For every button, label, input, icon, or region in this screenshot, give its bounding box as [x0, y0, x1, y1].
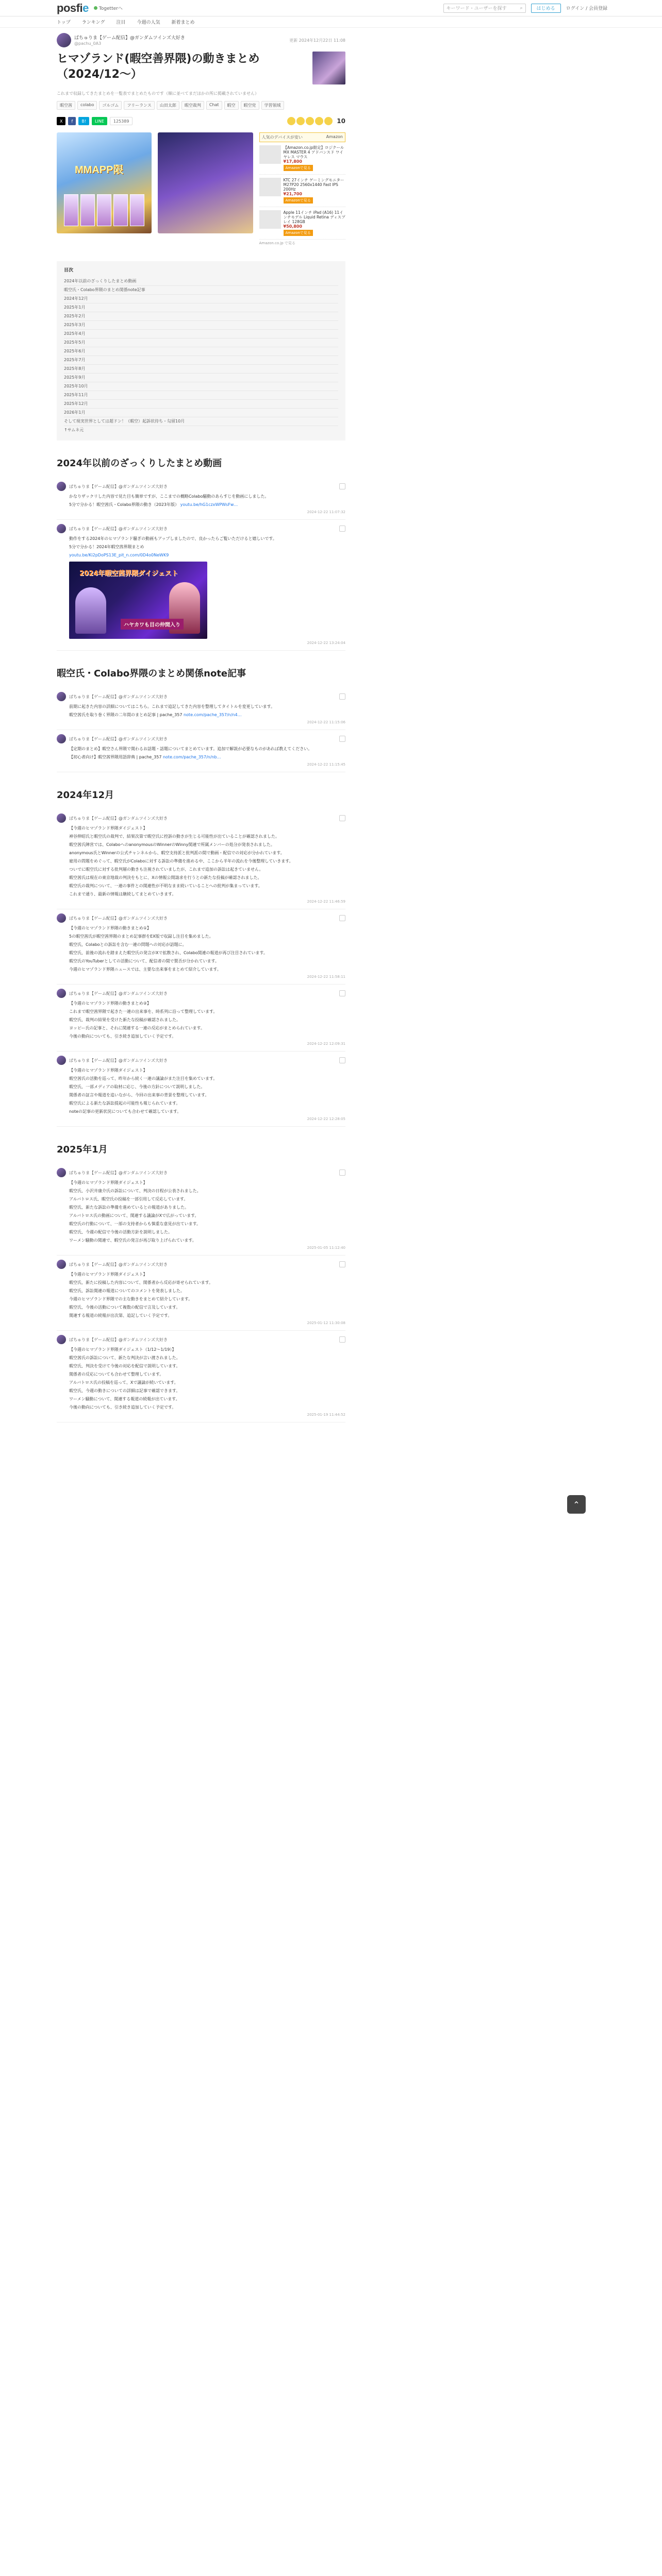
author-avatar[interactable] [57, 33, 71, 47]
post [57, 909, 345, 985]
ad-buy-button[interactable]: Amazonで見る [284, 197, 313, 204]
post-avatar[interactable] [57, 1168, 66, 1177]
tag[interactable]: ゴルゴム [99, 101, 122, 110]
nav-ranking[interactable]: ランキング [81, 20, 105, 25]
section-heading: 2024年12月 [57, 790, 114, 801]
ad-price: ¥21,700 [283, 192, 302, 196]
product-image [259, 178, 281, 196]
post-author[interactable]: ぱちゅりま【ゲーム配信】@ガンダムツインズ大好き [69, 526, 168, 531]
post-link[interactable]: youtu.be/Ki2pDoPS13E_pit_n.com/0D4o0NeWK9 [69, 553, 169, 557]
toc-item[interactable]: 2025年5月 [64, 338, 338, 347]
scroll-to-top-button[interactable] [567, 1495, 586, 1514]
togetter-icon [94, 6, 97, 10]
ad-footer[interactable]: Amazon.co.jp で見る [259, 241, 295, 245]
site-header [0, 0, 662, 16]
reaction-icon [306, 117, 314, 125]
post-heading: 【今週のヒマゾランド界隈ダイジェスト（1/12〜1/19）】 [69, 1347, 176, 1352]
post [57, 1164, 345, 1256]
post-text: 関係者の証言や報道を追いながら、今回の出来事の背景を整理しています。 [69, 1093, 209, 1097]
post-text: 暇空氏、小沢井康介氏の訴訟について、判決の日程が公表されました。 [69, 1189, 201, 1193]
bookmark-icon[interactable] [339, 990, 345, 996]
toc-item[interactable]: 2025年3月 [64, 321, 338, 330]
post [57, 520, 345, 651]
post-text: ワーメン騒動の関連で、暇空氏の発言が再び取り上げられています。 [69, 1238, 196, 1243]
post-text: 今後の動向についても、引き続き追加していく予定です。 [69, 1034, 176, 1039]
post-author[interactable]: ぱちゅりま【ゲーム配信】@ガンダムツインズ大好き [69, 736, 168, 741]
share-line-button[interactable]: LINE [92, 117, 107, 125]
post-heading: 【今週のヒマゾランド界隈ダイジェスト】 [69, 1272, 147, 1277]
bookmark-icon[interactable] [339, 1170, 345, 1176]
post-image[interactable] [69, 562, 207, 639]
togetter-link[interactable]: Togetterへ [94, 5, 123, 11]
bookmark-icon[interactable] [339, 693, 345, 700]
tag[interactable]: フリーランス [124, 101, 154, 110]
promo-banner[interactable] [57, 132, 152, 233]
post-avatar[interactable] [57, 692, 66, 701]
toc-item[interactable]: 2024年12月 [64, 295, 338, 303]
site-logo[interactable]: posfie [57, 1, 89, 14]
post-link[interactable]: note.com/pache_357/n/n4… [183, 713, 242, 717]
toc-item[interactable]: 2025年4月 [64, 330, 338, 338]
ad-buy-button[interactable]: Amazonで見る [284, 230, 313, 236]
post-text: 暇空氏のYouTuberとしての活動について、配信者の間で賛否が分かれています。 [69, 959, 219, 963]
product-image [259, 145, 281, 164]
share-bar [57, 117, 345, 125]
nav-new[interactable]: 新着まとめ [171, 20, 195, 25]
toc-item[interactable]: 暇空氏・Colabo界隈のまとめ関係note記事 [64, 286, 338, 295]
post-avatar[interactable] [57, 482, 66, 491]
post-text: 今週のヒマゾランド界隈での主な動きをまとめて紹介しています。 [69, 1297, 193, 1301]
post-text: 暇空氏、今後の活動について複数の配信で言及しています。 [69, 1305, 180, 1310]
post-date[interactable]: 2025-01-05 11:12:40 [307, 1246, 345, 1250]
post-text: 暇空茜氏の訴訟について、新たな判決が言い渡されました。 [69, 1355, 180, 1360]
post-heading: 【今週のヒマゾランド界隈の動きまとめ②】 [69, 1001, 151, 1006]
toc-item[interactable]: 2025年6月 [64, 347, 338, 356]
post-author[interactable]: ぱちゅりま【ゲーム配信】@ガンダムツインズ大好き [69, 1262, 168, 1267]
post-text: 暇空氏、訴訟関連の報道についてのコメントを発表しました。 [69, 1289, 185, 1293]
share-x-button[interactable]: X [57, 117, 65, 125]
article-title: ヒマゾランド(暇空善界隈)の動きまとめ（2024/12〜） [57, 53, 260, 81]
table-of-contents [57, 261, 345, 440]
post [57, 688, 345, 730]
toc-title: 目次 [64, 268, 74, 273]
search-icon: ⌕ [520, 5, 523, 11]
reaction-count: 10 [337, 117, 345, 125]
post-text: 【定期のまとめ】暇空さん界隈で関わるお話題・話題についてまとめています。追加で解説が必要なものがあれば教えてください。 [69, 747, 312, 751]
nav-top[interactable]: トップ [57, 20, 71, 25]
toc-item[interactable]: 2026年1月 [64, 409, 338, 417]
post-link[interactable]: youtu.be/hG1czxWPWsFw… [180, 502, 238, 507]
bookmark-icon[interactable] [339, 915, 345, 921]
login-register-link[interactable]: ログイン / 会員登録 [566, 6, 607, 11]
reaction-icon [296, 117, 305, 125]
post-text: 神谷伸昭氏と暇空氏の裁判で、結果次第で暇空氏に控訴の動きが生じる可能性が出ていることが確認されました。 [69, 834, 279, 839]
toc-item[interactable]: ↑サムネ元 [64, 428, 84, 432]
banner-cards [64, 194, 144, 226]
post-avatar[interactable] [57, 913, 66, 923]
post [57, 730, 345, 772]
post-text: anonymous氏とWinnerの公式チャンネルから、暇空支持派と批判派の間で動画・配信での対応が分かれています。 [69, 851, 285, 855]
post-text: 暇空氏、新たに投稿した内容について、関係者から反応が寄せられています。 [69, 1280, 213, 1285]
post-text: 暇空氏の行動について、一部の支持者からも慎重な意見が出ています。 [69, 1222, 201, 1226]
post-text: 暇空氏による新たな訴訟提起の可能性も報じられています。 [69, 1101, 180, 1106]
bookmark-icon[interactable] [339, 1261, 345, 1267]
ad-box [259, 132, 346, 246]
post-text: 関係者の反応についても合わせて整理しています。 [69, 1372, 164, 1377]
nav-weekly[interactable]: 今週の人気 [137, 20, 160, 25]
nav-trending[interactable]: 注目 [116, 20, 126, 25]
post-text: 今週のヒマゾランド界隈ニュースでは、主要な出来事をまとめて紹介しています。 [69, 967, 221, 972]
post-text: これまで暇空茜界隈で起きた一連の出来事を、時系列に沿って整理しています。 [69, 1009, 218, 1014]
post-text: 暇空氏、判決を受けて今後の対応を配信で説明しています。 [69, 1364, 180, 1368]
ad-title: 【Amazon.co.jp限定】ロジクール MX MASTER 4 アドバンスド ワイヤレス マウス [283, 145, 344, 159]
post-text: ヨッピー氏の記事と、それに関連する一連の反応がまとめられています。 [69, 1026, 205, 1030]
post-author[interactable]: ぱちゅりま【ゲーム配信】@ガンダムツインズ大好き [69, 916, 168, 921]
bookmark-icon[interactable] [339, 1057, 345, 1063]
post-author[interactable]: ぱちゅりま【ゲーム配信】@ガンダムツインズ大好き [69, 1337, 168, 1342]
section-heading: 2025年1月 [57, 1144, 108, 1155]
chevron-up-icon: ⌃ [573, 1499, 580, 1510]
post-text: 暇空茜氏を取り巻く界隈の二年間のまとめ記事 | pache_357 [69, 713, 183, 717]
share-facebook-button[interactable]: f [68, 117, 76, 125]
post-date[interactable]: 2024-12-22 11:46:59 [307, 900, 345, 904]
ad-item[interactable] [259, 178, 346, 207]
author-name[interactable]: ぱちゅりま【ゲーム配信】@ガンダムツインズ大好き [74, 35, 185, 41]
tag[interactable]: 暇空裁判 [181, 101, 204, 110]
post-date[interactable]: 2025-01-12 11:30:08 [307, 1321, 345, 1325]
ad-heading: 人気のデバイスが安い [261, 135, 303, 140]
reaction-icon [315, 117, 323, 125]
post [57, 809, 345, 909]
post-avatar[interactable] [57, 1056, 66, 1065]
thumbnail-image [312, 52, 345, 84]
tag[interactable]: 学習領域 [261, 101, 284, 110]
image-subtitle: ハヤカワも目の仲間入り [121, 619, 184, 630]
ad-title: Apple 11インチ iPad (A16) 11インチモデル Liquid Retina ディスプレイ 128GB [283, 210, 345, 224]
post-text: ワーメン騒動について、関連する報道の続報が出ています。 [69, 1397, 180, 1401]
post [57, 985, 345, 1052]
post [57, 1331, 345, 1422]
post-avatar[interactable] [57, 1260, 66, 1269]
post-text: 暇空茜氏は現在の東京地裁の判決をもとに、Xの情報公開請求を行うとの新たな投稿が確認されました。 [69, 875, 262, 880]
post-text: 関連する報道の続報が出次第、追記していく予定です。 [69, 1313, 172, 1318]
section-heading: 暇空氏・Colabo界隈のまとめ関係note記事 [57, 668, 246, 679]
bookmark-icon[interactable] [339, 526, 345, 532]
banner-title: MMAPP限 [75, 164, 124, 176]
post-text: 5分で分かる！暇空茜氏・Colabo界隈の動き（2023年版） [69, 502, 179, 507]
post-text: アルバトロス氏、暇空氏の投稿を一部引用して反応しています。 [69, 1197, 188, 1201]
post-text: 暇空氏、今週の動きについての詳細は記事で確認できます。 [69, 1388, 180, 1393]
post-date[interactable]: 2024-12-22 11:15:45 [307, 762, 345, 767]
toc-item[interactable]: 2025年1月 [64, 303, 338, 312]
post-author[interactable]: ぱちゅりま【ゲーム配信】@ガンダムツインズ大好き [69, 1058, 168, 1063]
post-author[interactable]: ぱちゅりま【ゲーム配信】@ガンダムツインズ大好き [69, 694, 168, 699]
post-date[interactable]: 2024-12-22 12:09:31 [307, 1042, 345, 1046]
post-heading: 【今週のヒマゾランド界隈ダイジェスト】 [69, 826, 147, 831]
post-date[interactable]: 2024-12-22 11:07:32 [307, 510, 345, 514]
post-text: アルバトロス氏の動画について、関連する議論がXで広がっています。 [69, 1213, 199, 1218]
post [57, 1052, 345, 1127]
author-handle: @pachu_0A3 [74, 41, 102, 46]
bookmark-icon[interactable] [339, 1336, 345, 1343]
product-image [259, 210, 281, 229]
post-avatar[interactable] [57, 734, 66, 743]
post-text: 今後の動向についても、引き続き追加していく予定です。 [69, 1405, 176, 1410]
post-date[interactable]: 2024-12-22 12:28:05 [307, 1117, 345, 1121]
toc-item[interactable]: 2025年2月 [64, 312, 338, 321]
toc-item[interactable]: そして現実世界としては超ドン！（暇空）起訴状待ち・勾留10月 [64, 417, 338, 426]
post-text: 暇空氏、一部メディアの取材に応じ、今後の方針について説明しました。 [69, 1084, 205, 1089]
promo-banner-2[interactable] [158, 132, 253, 233]
reactions[interactable] [287, 117, 345, 125]
start-button[interactable]: はじめる [531, 4, 561, 13]
tag[interactable]: 暇空党 [241, 101, 259, 110]
post-text: アルバトロス氏の投稿を巡って、Xで議論が続いています。 [69, 1380, 178, 1385]
tag[interactable]: colabo [77, 101, 97, 110]
tag[interactable]: 暇空 [224, 101, 239, 110]
post-heading: 【今週のヒマゾランド界隈ダイジェスト】 [69, 1180, 147, 1185]
post-text: 動作をする2024年のヒマゾランド騒ぎの動画もアップしましたので、良かったらご覧いただけると嬉しいです。 [69, 536, 277, 541]
tag[interactable]: Chat [206, 101, 222, 110]
post-heading: 【今週のヒマゾランド界隈の動きまとめ①】 [69, 926, 151, 930]
ad-title: KTC 27インチ ゲーミングモニター M27P20 2560x1440 Fast IPS 200Hz [283, 178, 344, 192]
post-text: 暇空氏、前後の流れを踏まえた暇空氏の発言がXで拡散され、Colabo関連の報道が再び注目されています。 [69, 951, 268, 955]
tag[interactable]: 山田太郎 [157, 101, 179, 110]
article [57, 28, 345, 1422]
ad-price: ¥50,800 [283, 224, 302, 229]
ad-buy-button[interactable]: Amazonで見る [284, 165, 313, 171]
post-text: 暇空氏、新たな訴訟の準備を進めているとの報道がありました。 [69, 1205, 189, 1210]
reaction-icon [324, 117, 333, 125]
ad-price: ¥17,800 [283, 159, 302, 164]
toc-item[interactable]: 2025年9月 [64, 374, 338, 382]
post-text: 暇空氏、裁判の結果を受けた新たな投稿が確認されました。 [69, 1018, 180, 1022]
reaction-icon [287, 117, 295, 125]
search-input[interactable]: キーワード・ユーザーを探す ⌕ [443, 4, 526, 13]
post [57, 1256, 345, 1331]
post-date[interactable]: 2024-12-22 13:24:04 [307, 641, 345, 645]
article-description: これまで収録してきたまとめを一覧表でまとめたものです（順に並べてまだほかの所に掲載されていません） [57, 91, 259, 96]
post-text: 暇空氏、Colaboとの訴訟を含む一連の問題への対応が話題に。 [69, 942, 187, 947]
post-heading: 【今週のヒマゾランド界隈ダイジェスト】 [69, 1068, 147, 1073]
toc-item[interactable]: 2025年7月 [64, 356, 338, 365]
toc-item[interactable]: 2025年11月 [64, 391, 338, 400]
post-text: かなりザックリした内容で見た目も簡単ですが、ここまでの概略Colabo騒動のあらすじを動画にしました。 [69, 494, 269, 499]
ad-item[interactable] [259, 210, 346, 240]
post-author[interactable]: ぱちゅりま【ゲーム配信】@ガンダムツインズ大好き [69, 991, 168, 996]
post-text: 前期に起きた内容の詳細についてはこちら。これまで追記してきた内容を整理してタイトルを変更しています。 [69, 704, 275, 709]
post-text: 暇空茜氏陣営では、ColaboへのanonymousのWinnerのWinny関連で所属メンバーの処分が発表されました。 [69, 842, 275, 847]
tag-list [57, 101, 345, 110]
section-heading: 2024年以前のざっくりしたまとめ動画 [57, 458, 222, 469]
toc-item[interactable]: 2025年12月 [64, 400, 338, 409]
post-link[interactable]: note.com/pache_357/n/nb… [162, 755, 221, 759]
view-count: 125389 [110, 117, 133, 125]
post-text: 5分で分かる！2024年暇空茜界隈まとめ [69, 545, 144, 549]
post-date[interactable]: 2024-12-22 11:15:06 [307, 720, 345, 724]
main-nav [0, 16, 662, 28]
share-hatena-button[interactable]: B! [78, 117, 89, 125]
character-figure [75, 587, 106, 634]
article-date: 更新 2024年12月22日 11:08 [289, 38, 345, 43]
post-date[interactable]: 2025-01-19 11:44:52 [307, 1413, 345, 1417]
post-text: ついでに暇空氏に対する批判層の動きも注視されていましたが、これまで追加の訴訟は起きていません。 [69, 867, 263, 872]
ad-source: Amazon [326, 134, 343, 139]
post-author[interactable]: ぱちゅりま【ゲーム配信】@ガンダムツインズ大好き [69, 816, 168, 821]
post-text: 【初心者向け】暇空茜界隈用語辞典 | pache_357 [69, 755, 162, 759]
tag[interactable]: 暇空茜 [57, 101, 75, 110]
bookmark-icon[interactable] [339, 483, 345, 489]
post-avatar[interactable] [57, 524, 66, 533]
post-author[interactable]: ぱちゅりま【ゲーム配信】@ガンダムツインズ大好き [69, 1170, 168, 1175]
toc-item[interactable]: 2025年10月 [64, 382, 338, 391]
post-text: 暇空氏の裁判について、一連の事件との関連性が不明なまま続いていることへの批判が集まっています。 [69, 884, 262, 888]
post-avatar[interactable] [57, 989, 66, 998]
post-text: noteの記事の更新状況についても合わせて確認しています。 [69, 1109, 181, 1114]
post-text: 暇空茜氏の活動を巡って、昨年から続く一連の議論がまた注目を集めています。 [69, 1076, 218, 1081]
author-line [57, 33, 345, 47]
post-avatar[interactable] [57, 1335, 66, 1344]
post-avatar[interactable] [57, 814, 66, 823]
bookmark-icon[interactable] [339, 736, 345, 742]
toc-item[interactable]: 2024年以前のざっくりしたまとめ動画 [64, 277, 338, 286]
bookmark-icon[interactable] [339, 815, 345, 821]
post-text: これまで通り、最新の情報は継続してまとめていきます。 [69, 892, 176, 896]
post-text: 雇用の問題をめぐって、暇空氏がColaboに対する訴訟の準備を進める中、ここから半年の流れを今後整理していきます。 [69, 859, 293, 863]
ad-item[interactable] [259, 145, 346, 175]
post-date[interactable]: 2024-12-22 11:58:11 [307, 975, 345, 979]
post-author[interactable]: ぱちゅりま【ゲーム配信】@ガンダムツインズ大好き [69, 484, 168, 489]
post-text: 5の暇空茜氏が暇空茜界隈のまとめ記事群をEX版で収録し注目を集めました。 [69, 934, 213, 939]
post [57, 478, 345, 520]
post-text: 暇空氏、今週の配信で今後の活動方針を説明しました。 [69, 1230, 172, 1234]
image-title: 2024年暇空茜界隈ダイジェスト [79, 570, 178, 578]
toc-item[interactable]: 2025年8月 [64, 365, 338, 374]
